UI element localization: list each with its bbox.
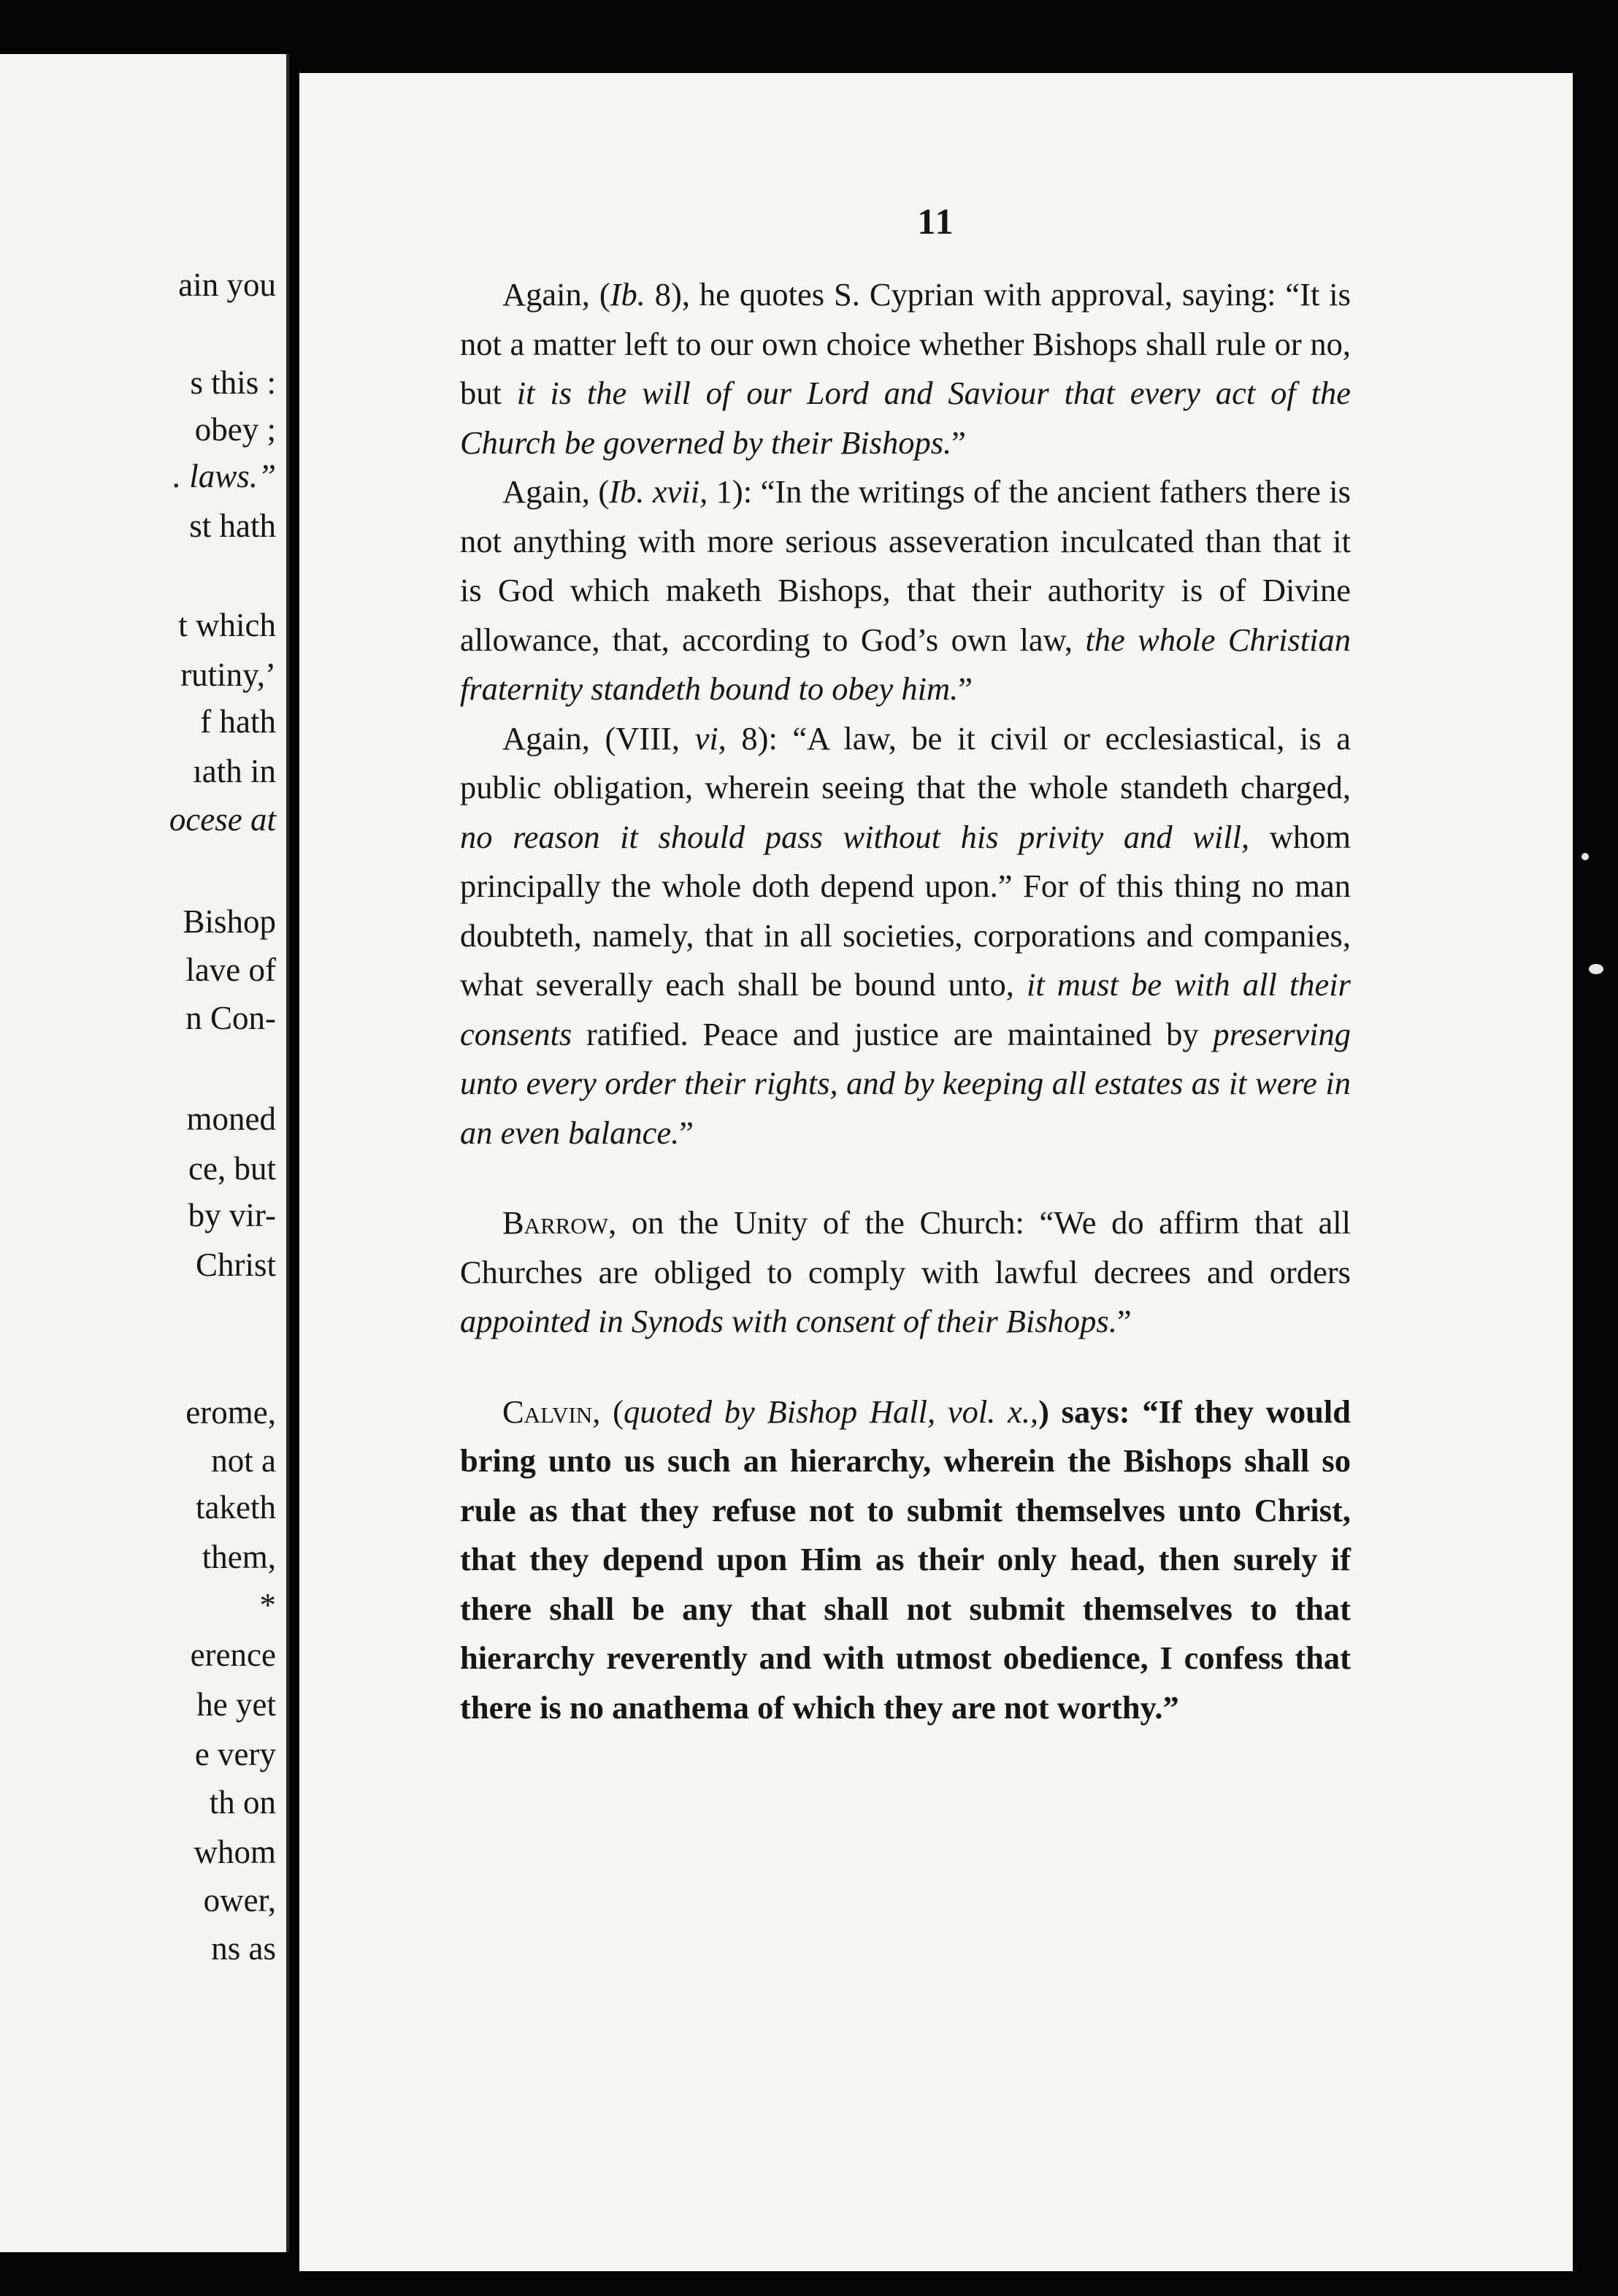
left-page-line: obey ; bbox=[194, 411, 276, 448]
left-page-line: ower, bbox=[203, 1882, 276, 1918]
left-page-line: Bishop bbox=[183, 903, 276, 940]
left-page-line: e very bbox=[194, 1736, 276, 1772]
left-page-line: by vir- bbox=[188, 1197, 276, 1233]
paragraph-calvin: Calvin, (quoted by Bishop Hall, vol. x.,) says: “If they would bring unto us such an hierarchy, wherein the Bishops shall so rule as that they refuse not to submit themselves unto Christ, that they depend upon Him as their only head, then surely if there shall be any that shall not submit themselves to that hierarchy reverently and with utmost obedience, I confess that there is no anathema of which they are not worthy.” bbox=[460, 1393, 1351, 1726]
paragraph-hooker-law: Again, (VIII, vi, 8): “A law, be it civil or ecclesiastical, is a public obligation, wherein seeing that the whole standeth charged, no reason it should pass without his privity and will, whom principally the whole doth depend upon.” For of this thing no man doubteth, namely, that in all societies, corporations and companies, what severally each shall be bound unto, it must be with all their consents ratified. Peace and justice are maintained by preserving unto every order their rights, and by keeping all estates as it were in an even balance.” bbox=[460, 719, 1351, 1151]
left-page-line: ain you bbox=[178, 267, 276, 303]
page-number: 11 bbox=[917, 201, 955, 242]
left-page-line: n Con- bbox=[185, 1000, 276, 1036]
paragraph-barrow: Barrow, on the Unity of the Church: “We do affirm that all Churches are obliged to comply with lawful decrees and orders appointed in Synods with consent of their Bishops.” bbox=[460, 1204, 1351, 1339]
left-page-line: Christ bbox=[195, 1247, 276, 1283]
left-page-line: st hath bbox=[189, 508, 276, 544]
left-page-line: th on bbox=[209, 1784, 276, 1821]
left-page-line: taketh bbox=[196, 1489, 276, 1526]
left-page-fragment bbox=[0, 54, 289, 2252]
paragraph-hooker-cyprian: Again, (Ib. 8), he quotes S. Cyprian with approval, saying: “It is not a matter left to our own choice whether Bishops shall rule or no, but it is the will of our Lord and Saviour that every act of the Church be governed by their Bishops.” bbox=[460, 276, 1351, 461]
speck-mark bbox=[1589, 964, 1603, 974]
left-page-line: moned bbox=[186, 1101, 276, 1137]
page-body bbox=[460, 270, 1351, 1732]
author-calvin: Calvin bbox=[502, 1393, 593, 1430]
left-page-line: rutiny,’ bbox=[180, 657, 276, 693]
left-page-line: erome, bbox=[185, 1394, 276, 1431]
left-page-line: lave of bbox=[185, 952, 276, 988]
left-page-line: f hath bbox=[200, 703, 276, 740]
left-page-line: erence bbox=[190, 1637, 276, 1673]
left-page-line: them, bbox=[202, 1539, 276, 1575]
left-page-line: ıath in bbox=[193, 753, 276, 789]
left-page-line: he yet bbox=[196, 1686, 276, 1723]
left-page-line: ce, but bbox=[188, 1150, 276, 1187]
left-page-line: s this : bbox=[190, 364, 276, 401]
left-page-line: not a bbox=[211, 1442, 276, 1479]
left-page-line: ocese at bbox=[169, 801, 276, 838]
paragraph-hooker-fathers: Again, (Ib. xvii, 1): “In the writings of the ancient fathers there is not anything with more serious asseveration inculcated than that it is God which maketh Bishops, that their authority is of Divine allowance, that, according to God’s own law, the whole Christian fraternity standeth bound to obey him.” bbox=[460, 473, 1351, 707]
right-page bbox=[299, 73, 1573, 2271]
author-barrow: Barrow bbox=[502, 1204, 609, 1241]
left-page-line: t which bbox=[178, 607, 276, 643]
left-page-line: whom bbox=[193, 1834, 276, 1870]
left-page-line: . laws.” bbox=[172, 458, 276, 494]
speck-mark bbox=[1581, 853, 1589, 860]
left-page-line: * bbox=[259, 1587, 276, 1623]
left-page-line: ns as bbox=[211, 1930, 276, 1967]
